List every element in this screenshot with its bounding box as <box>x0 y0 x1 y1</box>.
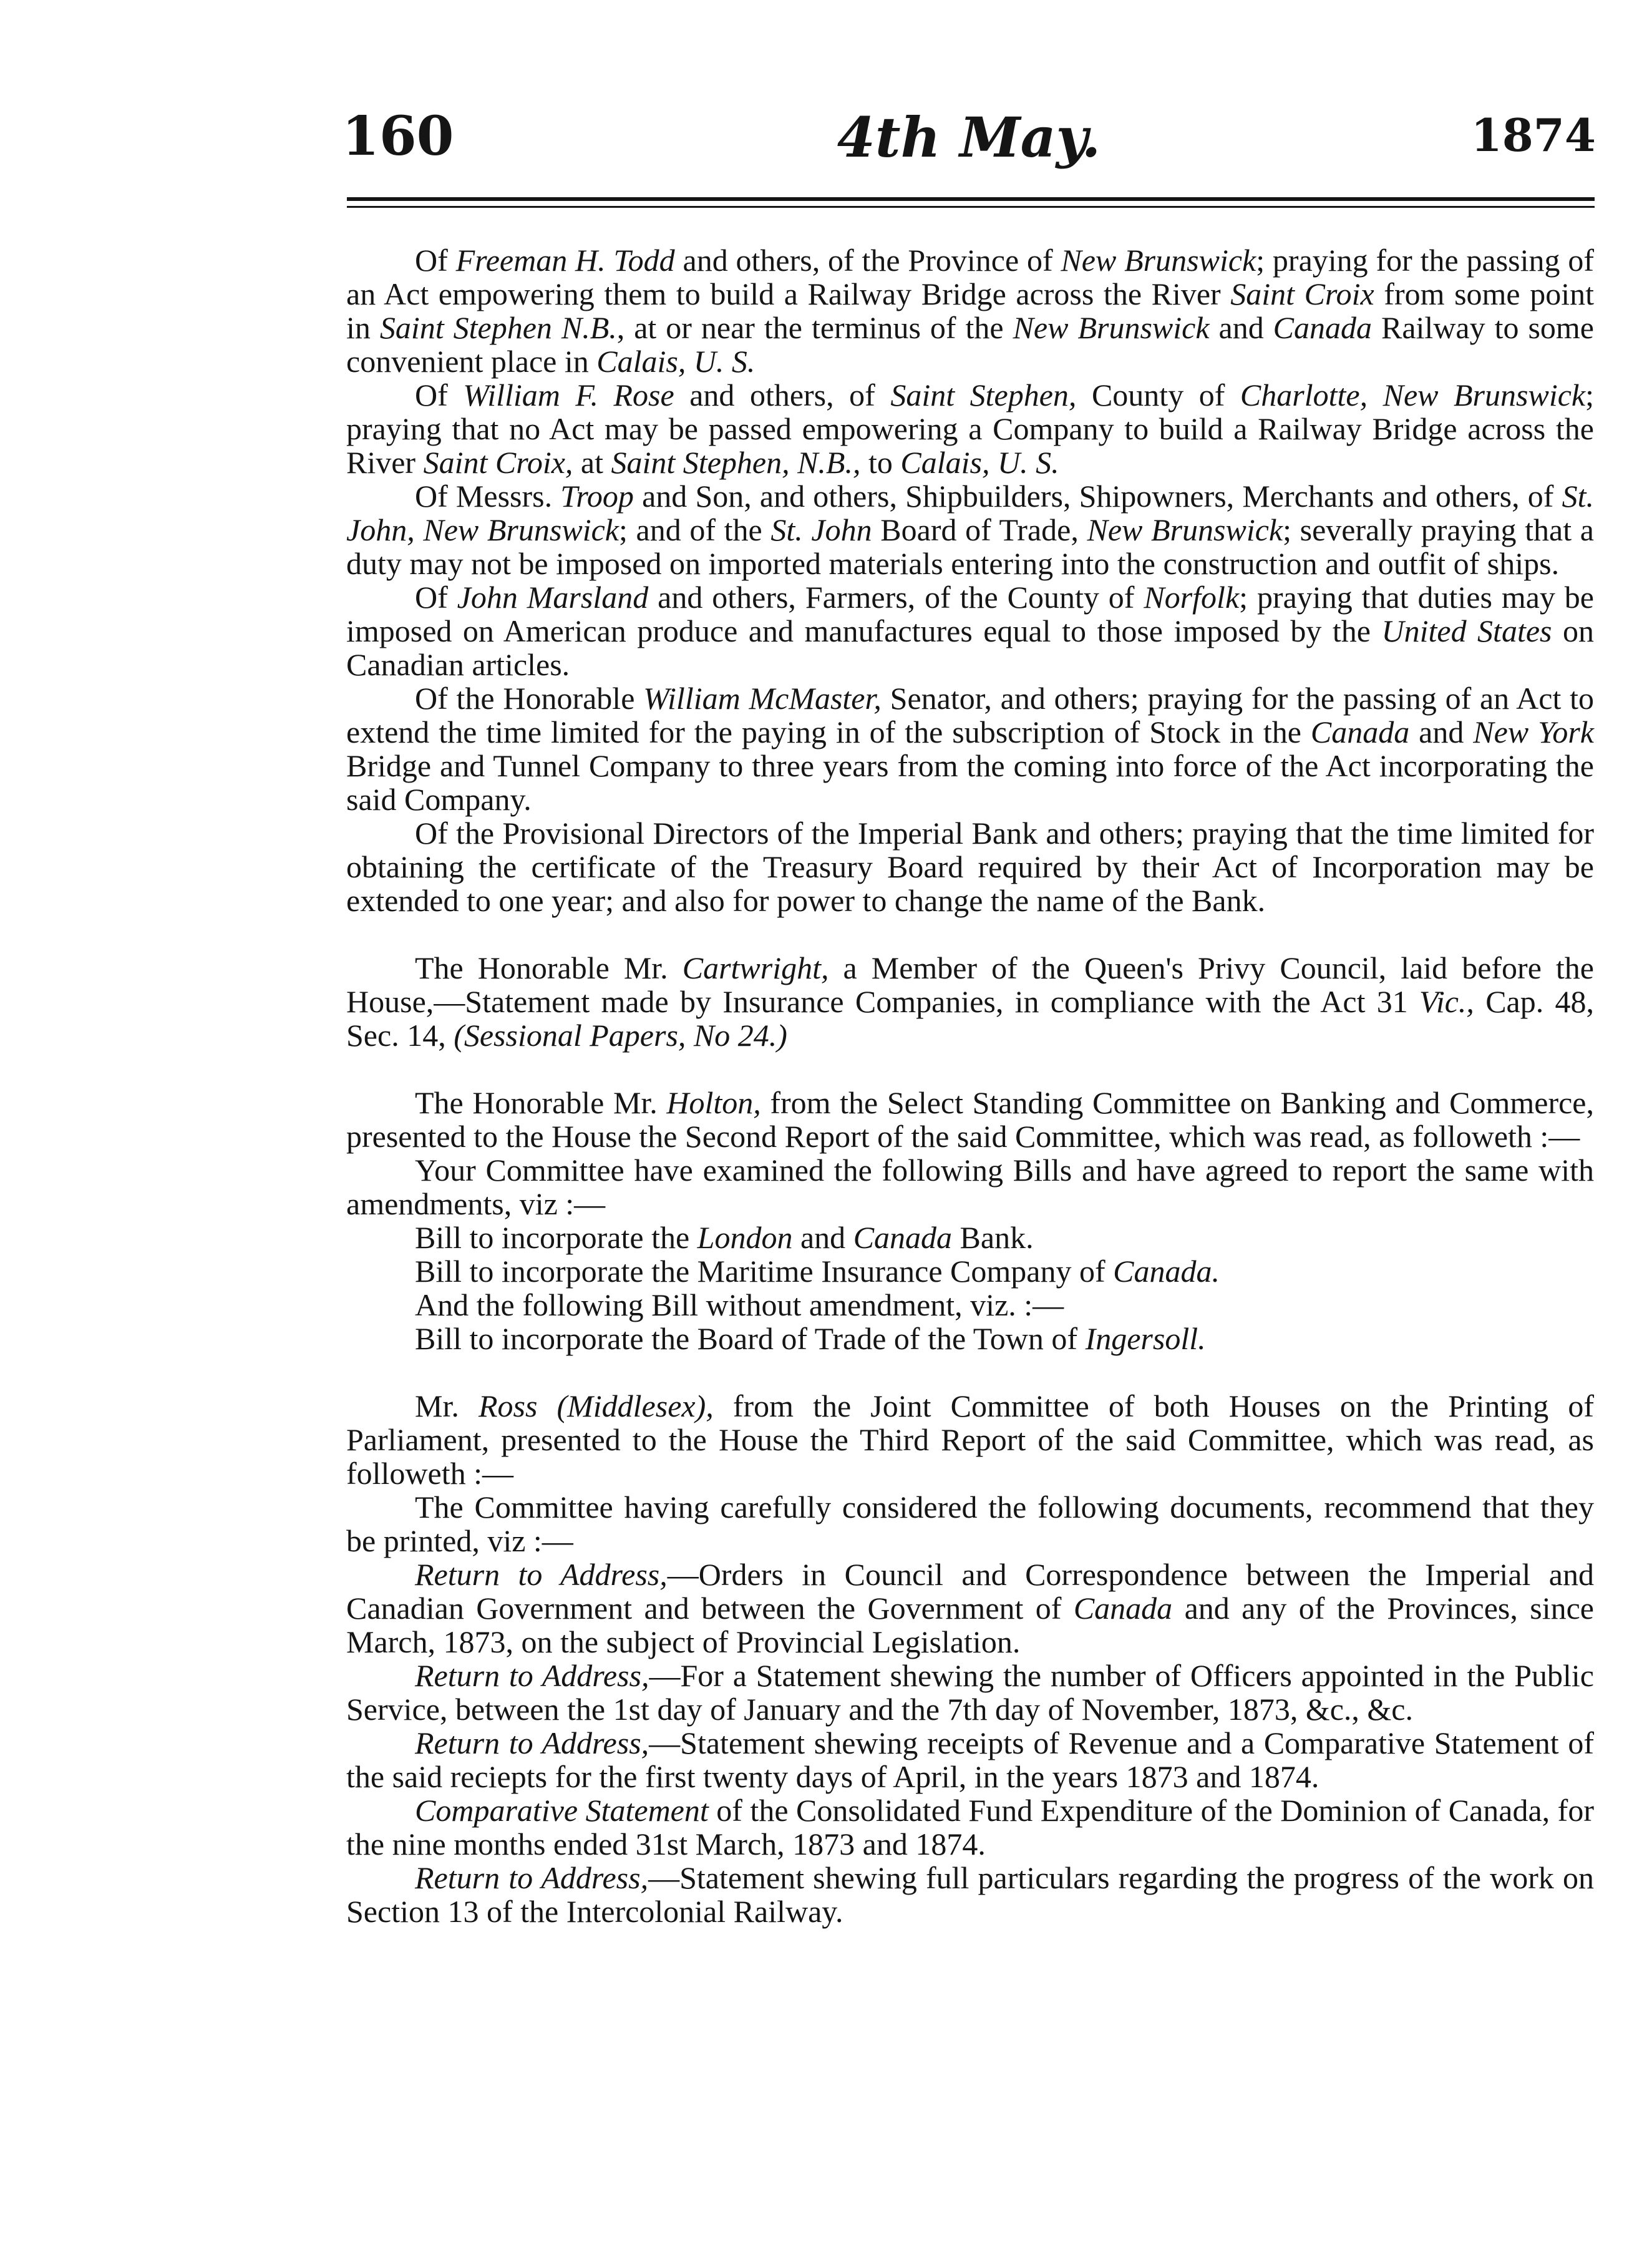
petition-marsland: Of John Marsland and others, Farmers, of the County of Norfolk; praying that duties may be imposed on American produce and manufactures equal to those imposed by the United States on Canadian articles. <box>346 580 1595 682</box>
page-header <box>342 105 1596 173</box>
bill-london-canada-bank: Bill to incorporate the London and Canada Bank. <box>415 1220 1034 1255</box>
header-rule-thin <box>347 206 1595 208</box>
petition-troop: Of Messrs. Troop and Son, and others, Shipbuilders, Shipowners, Merchants and others, of St. John, New Brunswick; and of the St. John Board of Trade, New Brunswick; severally praying that a duty may not be imposed on imported materials entering into the construction and outfit of ships. <box>346 479 1594 581</box>
header-date: 4th May. <box>837 105 1101 170</box>
banking-report-intro: The Honorable Mr. Holton, from the Select Standing Committee on Banking and Commerce, presented to the House the Second Report of the said Committee, which was read, as followeth :— <box>346 1085 1594 1154</box>
document-intercolonial-railway: Return to Address,—Statement shewing full particulars regarding the progress of the work on Section 13 of the Intercolonial Railway. <box>346 1860 1595 1929</box>
bill-without-amendment: And the following Bill without amendment, viz. :— <box>415 1287 1064 1322</box>
printing-report-intro: Mr. Ross (Middlesex), from the Joint Committee of both Houses on the Printing of Parliament, presented to the House the Third Report of the said Committee, which was read, as followeth :— <box>346 1388 1594 1491</box>
petition-rose: Of William F. Rose and others, of Saint Stephen, County of Charlotte, New Brunswick; praying that no Act may be passed empowering a Company to build a Railway Bridge across the River Saint Croix, at Saint Stephen, N.B., to Calais, U. S. <box>346 378 1595 480</box>
document-officers-appointed: Return to Address,—For a Statement shewing the number of Officers appointed in the Public Service, between the 1st day of January and the 7th day of November, 1873, &c., &c. <box>346 1658 1594 1727</box>
petition-todd: Of Freeman H. Todd and others, of the Province of New Brunswick; praying for the passing of an Act empowering them to build a Railway Bridge across the River Saint Croix from some point in Saint Stephen N.B., at or near the terminus of the New Brunswick and Canada Railway to some convenient place in Calais, U. S. <box>346 243 1594 379</box>
statement-cartwright: The Honorable Mr. Cartwright, a Member of the Queen's Privy Council, laid before the House,—Statement made by Insurance Companies, in compliance with the Act 31 Vic., Cap. 48, Sec. 14, (Sessional Papers, No 24.) <box>346 950 1595 1053</box>
document-orders-in-council: Return to Address,—Orders in Council and Correspondence between the Imperial and Canadian Government and between the Government of Canada and any of the Provinces, since March, 1873, on the subject of Provincial Legislation. <box>346 1557 1594 1659</box>
petition-mcmaster: Of the Honorable William McMaster, Senator, and others; praying for the passing of an Act to extend the time limited for the paying in of the subscription of Stock in the Canada and New York Bridge and Tunnel Company to three years from the coming into force of the Act incorporating the said Company. <box>346 681 1594 817</box>
document-consolidated-fund: Comparative Statement of the Consolidated Fund Expenditure of the Dominion of Canada, for the nine months ended 31st March, 1873 and 1874. <box>346 1793 1594 1861</box>
page-body <box>346 243 1594 1928</box>
printing-recommendation: The Committee having carefully considered the following documents, recommend that they be printed, viz :— <box>346 1490 1594 1558</box>
header-rule-thick <box>347 197 1595 201</box>
header-year: 1874 <box>1470 109 1596 162</box>
bill-maritime-insurance: Bill to incorporate the Maritime Insurance Company of Canada. <box>415 1254 1220 1289</box>
bill-ingersoll-board-of-trade: Bill to incorporate the Board of Trade of the Town of Ingersoll. <box>415 1321 1206 1356</box>
document-revenue-receipts: Return to Address,—Statement shewing receipts of Revenue and a Comparative Statement of the said reciepts for the first twenty days of April, in the years 1873 and 1874. <box>346 1725 1594 1794</box>
banking-report-text: Your Committee have examined the following Bills and have agreed to report the same with amendments, viz :— <box>346 1153 1594 1221</box>
petition-imperial-bank: Of the Provisional Directors of the Imperial Bank and others; praying that the time limited for obtaining the certificate of the Treasury Board required by their Act of Incorporation may be extended to one year; and also for power to change the name of the Bank. <box>346 816 1594 918</box>
page-number: 160 <box>342 105 454 168</box>
